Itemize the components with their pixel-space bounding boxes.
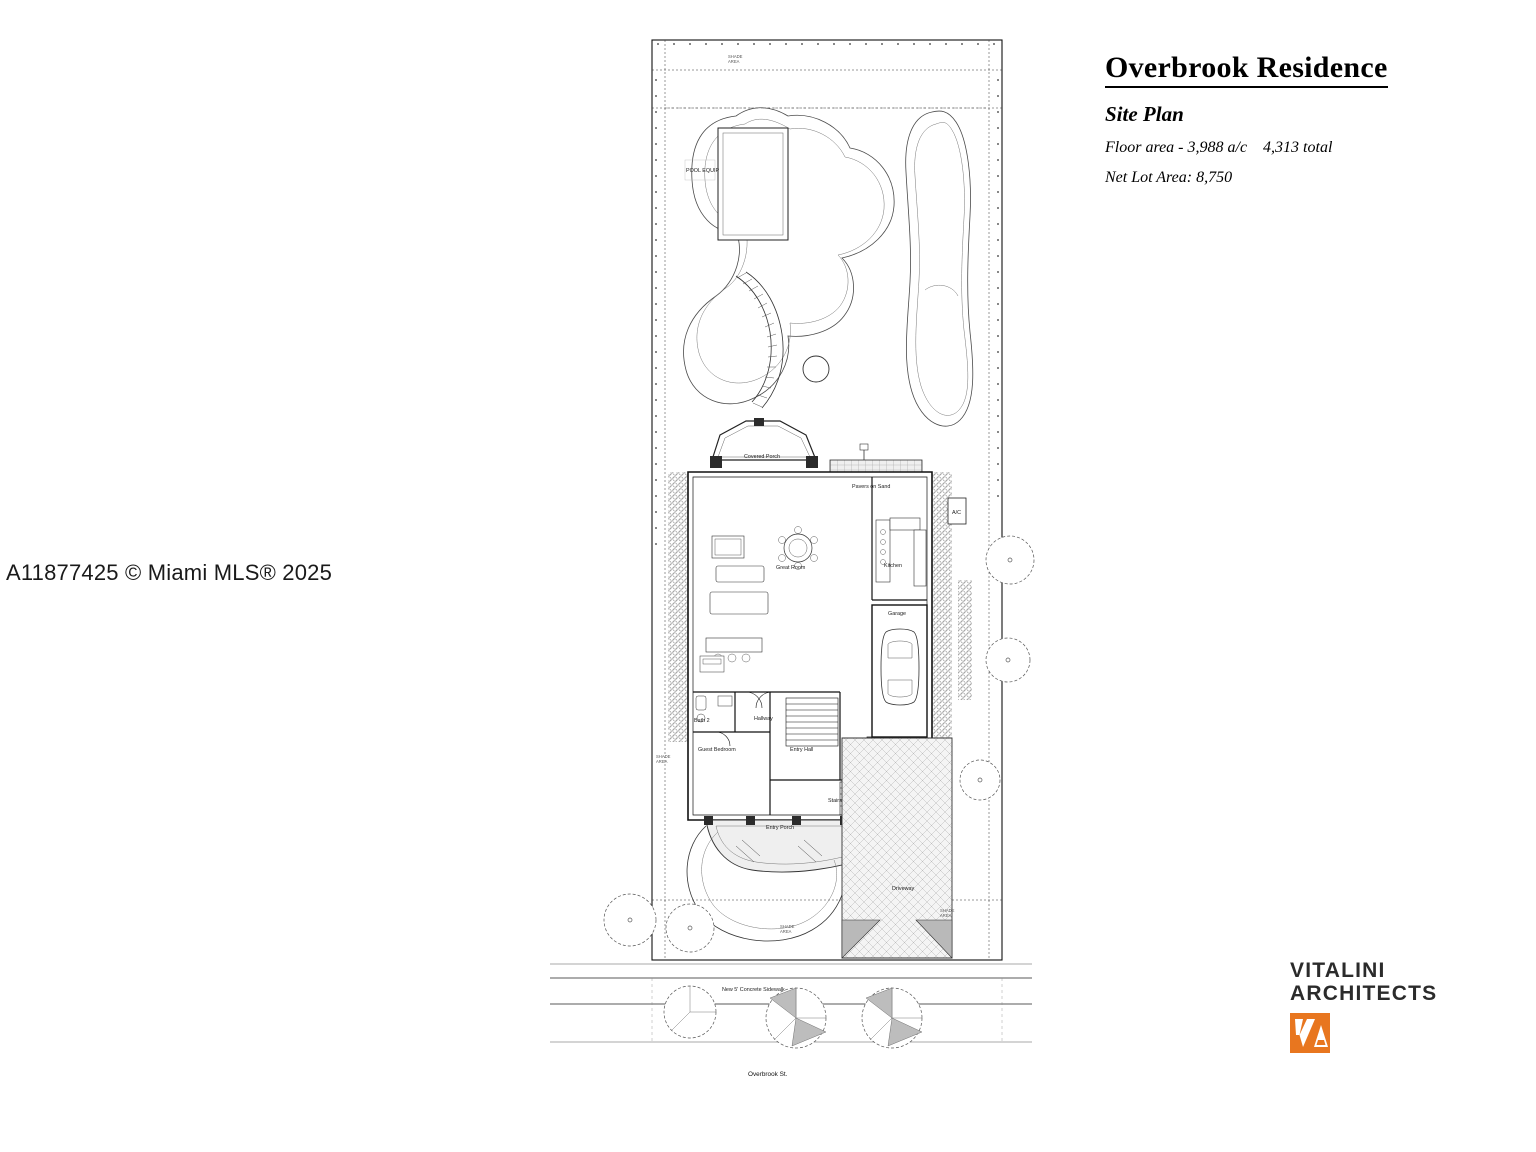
label-street: Overbrook St. [748, 1071, 788, 1078]
label-shade-area-right: SHADE AREA [940, 908, 955, 918]
page-title: Overbrook Residence [1105, 52, 1388, 88]
label-guest-bedroom: Guest Bedroom [698, 747, 736, 753]
label-shade-area-top: SHADE AREA [728, 54, 743, 64]
net-lot-area-text: Net Lot Area: 8,750 [1105, 168, 1233, 186]
label-ac: A/C [952, 510, 961, 516]
driveway-area [842, 738, 952, 958]
site-plan-drawing [480, 20, 1100, 1110]
label-shade-area-bottom: SHADE AREA [780, 924, 795, 934]
label-hallway: Hallway [754, 716, 773, 722]
firm-mark-icon [1290, 1013, 1330, 1053]
label-covered-porch: Covered Porch [744, 454, 780, 460]
mls-watermark: A11877425 © Miami MLS® 2025 [6, 560, 333, 585]
label-garage: Garage [888, 611, 906, 617]
title-block [1105, 52, 1485, 187]
label-great-room: Great Room [776, 565, 806, 571]
sheet-title: Site Plan [1105, 101, 1184, 126]
label-kitchen: Kitchen [884, 563, 902, 569]
label-pool-equip: POOL EQUIP [686, 168, 720, 174]
label-entry-hall: Entry Hall [790, 747, 814, 753]
label-stairs: Stairs [828, 798, 842, 804]
firm-name-line-1: VITALINI [1290, 959, 1386, 982]
firm-logo [1290, 960, 1490, 1053]
label-pavers-on-sand: Pavers on Sand [852, 484, 891, 490]
label-shade-area-left: SHADE AREA [656, 754, 671, 764]
firm-name-line-2: ARCHITECTS [1290, 981, 1438, 1005]
label-sidewalk: New 5' Concrete Sidewalk [722, 987, 785, 993]
floor-area-text: Floor area - 3,988 a/c 4,313 total [1105, 138, 1333, 156]
label-bath-2: Bath 2 [694, 718, 710, 724]
label-driveway: Driveway [892, 886, 915, 892]
label-entry-porch: Entry Porch [766, 825, 795, 831]
